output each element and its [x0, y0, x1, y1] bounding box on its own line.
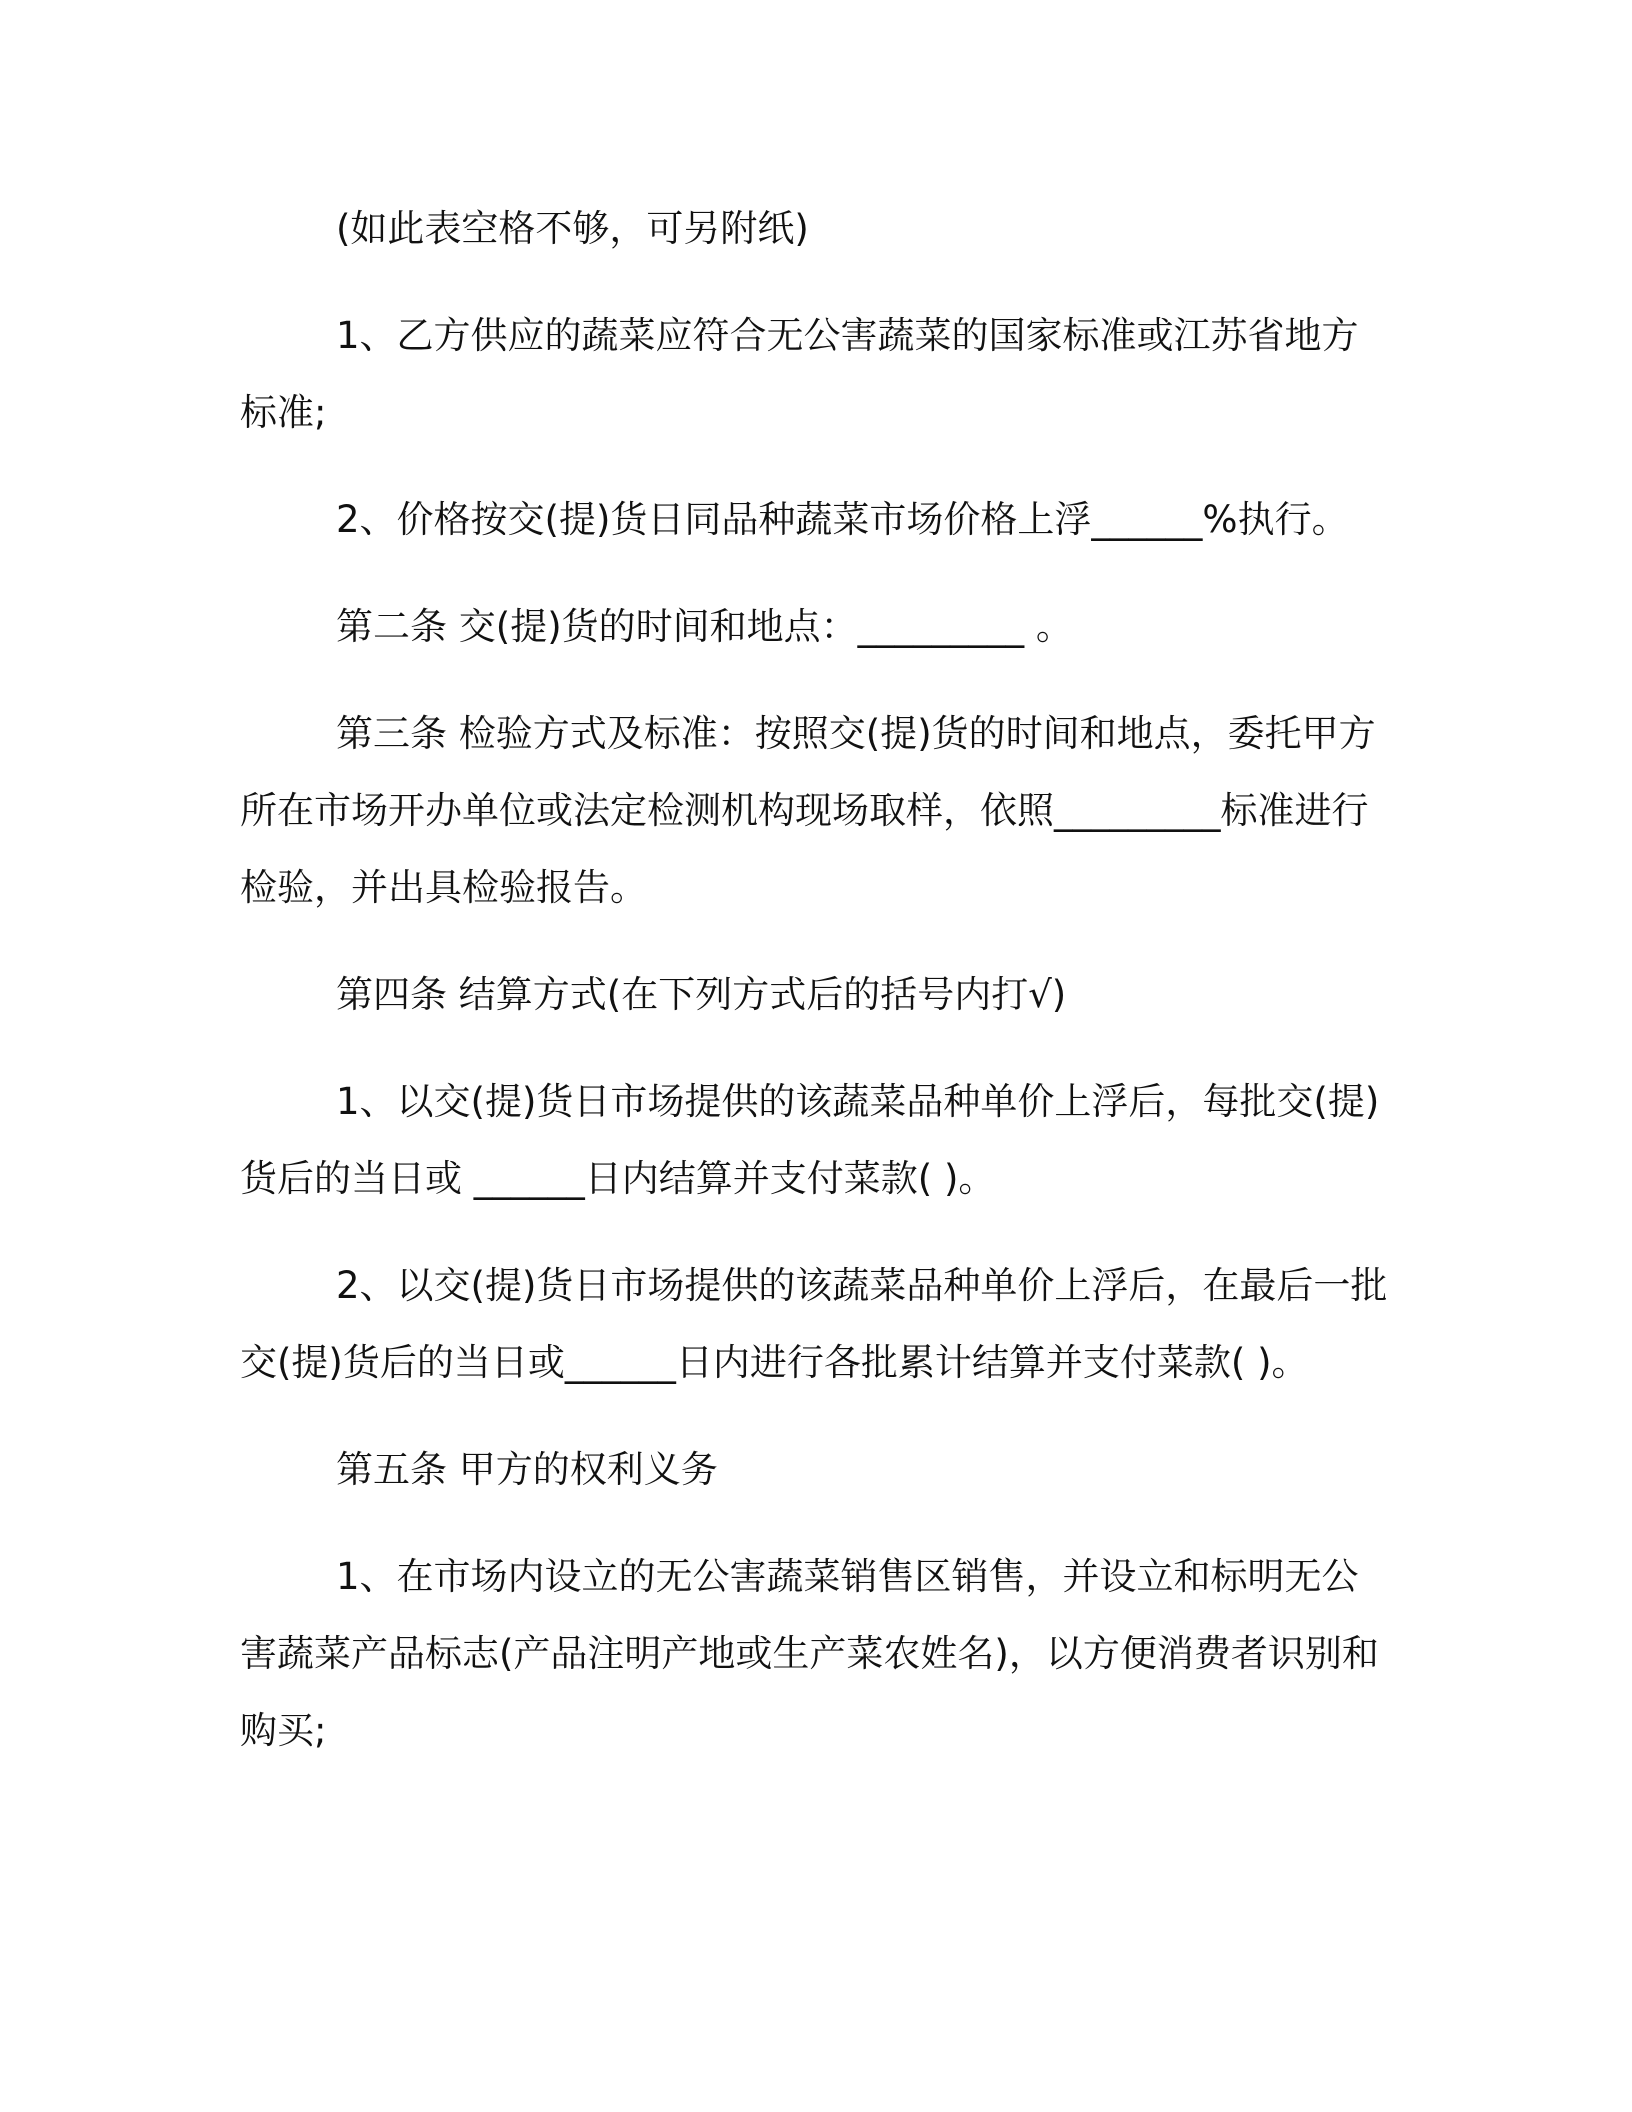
clause-paragraph: 1、在市场内设立的无公害蔬菜销售区销售，并设立和标明无公害蔬菜产品标志(产品注明产地或生产菜农姓名)，以方便消费者识别和购买;: [240, 1555, 1379, 1752]
clause-paragraph: 1、以交(提)货日市场提供的该蔬菜品种单价上浮后，每批交(提)货后的当日或 ______日内结算并支付菜款( )。: [240, 1080, 1380, 1200]
clause-paragraph: 1、乙方供应的蔬菜应符合无公害蔬菜的国家标准或江苏省地方标准;: [240, 314, 1359, 434]
article-heading: 第五条 甲方的权利义务: [336, 1448, 718, 1491]
note-paragraph: (如此表空格不够，可另附纸): [336, 207, 809, 250]
article-heading: 第四条 结算方式(在下列方式后的括号内打√): [336, 973, 1067, 1016]
article-heading: 第三条 检验方式及标准：按照交(提)货的时间和地点，委托甲方所在市场开办单位或法定检测机构现场取样，依照_________标准进行检验，并出具检验报告。: [240, 712, 1376, 909]
article-heading: 第二条 交(提)货的时间和地点：_________ 。: [336, 605, 1073, 648]
clause-paragraph: 2、价格按交(提)货日同品种蔬菜市场价格上浮______%执行。: [336, 498, 1349, 541]
document-body: [240, 190, 1390, 1769]
clause-paragraph: 2、以交(提)货日市场提供的该蔬菜品种单价上浮后，在最后一批交(提)货后的当日或______日内进行各批累计结算并支付菜款( )。: [240, 1264, 1388, 1384]
